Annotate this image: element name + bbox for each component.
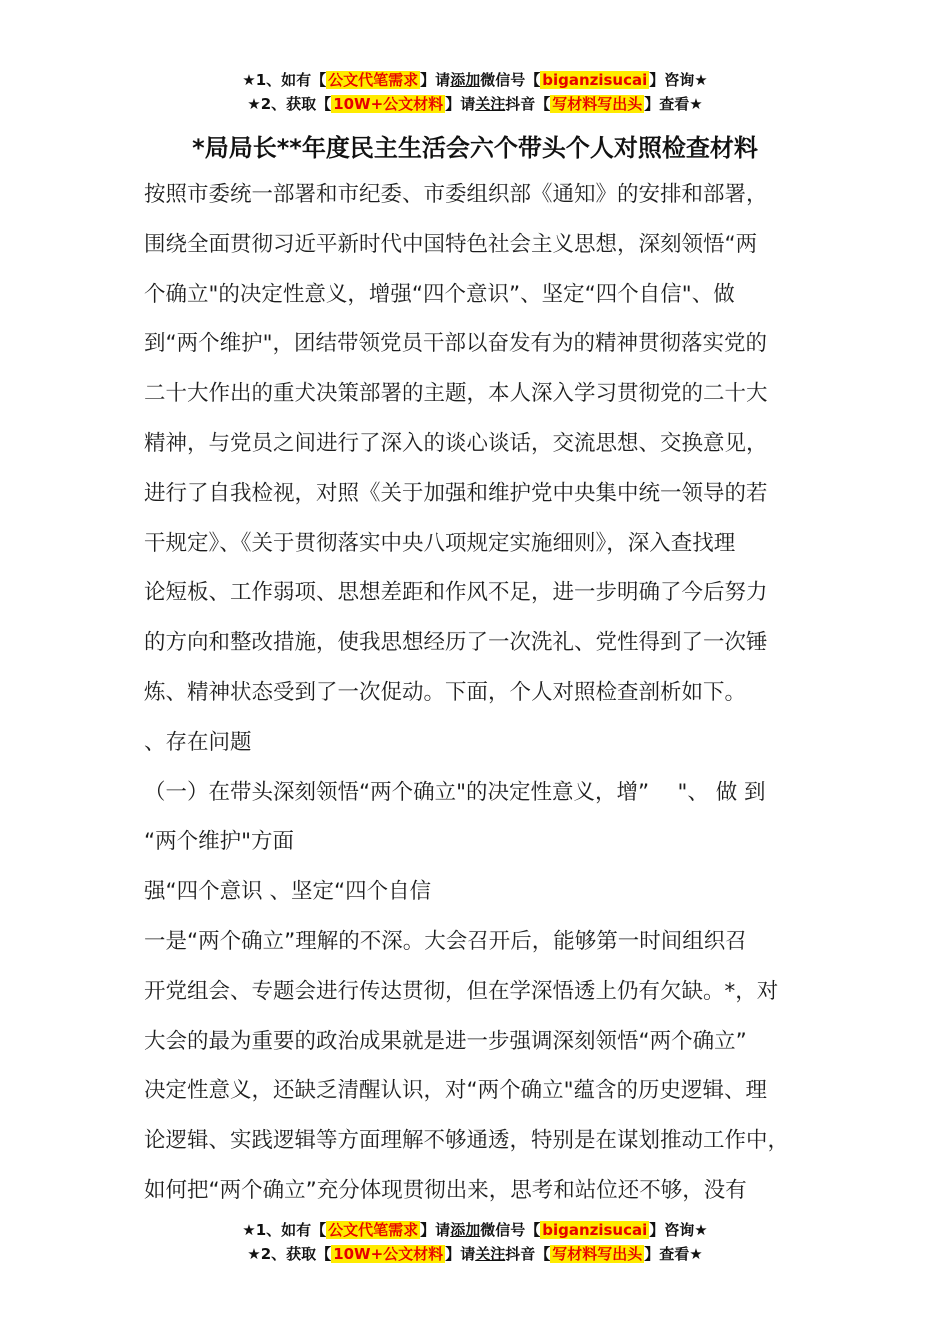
body-text-line: （一）在带头深刻领悟“两个确立"的决定性意义，增” "、 做 到 <box>144 779 766 805</box>
body-text-line: 到“两个维护"，团结带领党员干部以奋发有为的精神贯彻落实党的 <box>144 331 768 357</box>
banner-text: 】请 <box>445 95 476 113</box>
body-text-line: 个确立"的决定性意义，增强“四个意识”、坚定“四个自信"、做 <box>144 281 735 307</box>
banner-text: ★2、获取【 <box>247 1245 332 1263</box>
banner-highlight: 10W+公文材料 <box>333 95 444 113</box>
body-text-line: “两个维护"方面 <box>144 829 295 855</box>
banner-text: 】咨询★ <box>649 1221 708 1239</box>
body-text-line: 论短板、工作弱项、思想差距和作风不足，进一步明确了今后努力 <box>144 580 768 606</box>
banner-highlight: biganzisucai <box>542 71 648 89</box>
body-text-line: 进行了自我检视，对照《关于加强和维护党中央集中统一领导的若 <box>144 480 768 506</box>
banner-underlined: 关注 <box>475 95 506 113</box>
body-text-line: 强“四个意识 、坚定“四个自信 <box>144 879 432 905</box>
body-text-line: 二十大作出的重犬决策部署的主题，本人深入学习贯彻党的二十大 <box>144 381 768 407</box>
body-text-line: 按照市委统一部署和市纪委、市委组织部《通知》的安排和部署， <box>144 182 768 207</box>
banner-highlight: 公文代笔需求 <box>328 71 419 89</box>
document-title: *局局长**年度民主生活会六个带头个人对照检查材料 <box>192 134 758 162</box>
body-text-line: 干规定》、《关于贯彻落实中央八项规定实施细则》，深入查找理 <box>144 530 736 556</box>
bottom-banner-line-1 <box>0 1218 950 1242</box>
banner-highlight: 10W+公文材料 <box>333 1245 444 1263</box>
banner-text: 】请 <box>445 1245 476 1263</box>
banner-text: ★1、如有【 <box>242 71 327 89</box>
body-text-line: 炼、精神状态受到了一次促动。下面，个人对照检查剖析如下。 <box>144 680 747 705</box>
banner-highlight: 写材料写出头 <box>552 1245 643 1263</box>
body-text-line: 决定性意义，还缺乏清醒认识，对“两个确立"蕴含的历史逻辑、理 <box>144 1078 768 1104</box>
banner-text: 抖音【 <box>505 95 551 113</box>
banner-text: 】查看★ <box>644 1245 703 1263</box>
banner-text: 抖音【 <box>505 1245 551 1263</box>
body-text-line: 的方向和整改措施，使我思想经历了一次洗礼、党性得到了一次锤 <box>144 630 768 656</box>
bottom-banner-line-2 <box>0 1242 950 1266</box>
banner-text: ★1、如有【 <box>242 1221 327 1239</box>
banner-text: 微信号【 <box>480 71 541 89</box>
body-text-line: 如何把“两个确立”充分体现贯彻出来，思考和站位还不够，没有 <box>144 1178 747 1203</box>
banner-text: ★2、获取【 <box>247 95 332 113</box>
banner-text: 】请 <box>420 1221 451 1239</box>
banner-highlight: 写材料写出头 <box>552 95 643 113</box>
body-text-line: 围绕全面贯彻习近平新时代中国特色社会主义思想，深刻领悟“两 <box>144 231 758 257</box>
banner-underlined: 关注 <box>475 1245 506 1263</box>
body-text-line: 开党组会、专题会进行传达贯彻，但在学深悟透上仍有欠缺。*，对 <box>144 978 779 1004</box>
body-text-line: 论逻辑、实践逻辑等方面理解不够通透，特别是在谋划推动工作中， <box>144 1128 790 1154</box>
banner-text: 】查看★ <box>644 95 703 113</box>
banner-highlight: biganzisucai <box>542 1221 648 1239</box>
top-banner-line-2 <box>0 92 950 116</box>
top-banner-line-1 <box>0 68 950 92</box>
body-text-line: 大会的最为重要的政治成果就是进一步强调深刻领悟“两个确立” <box>144 1028 747 1054</box>
body-text-line: 精神，与党员之间进行了深入的谈心谈话，交流思想、交换意见， <box>144 431 768 456</box>
banner-underlined: 添加 <box>450 1221 481 1239</box>
banner-text: 】咨询★ <box>649 71 708 89</box>
banner-text: 】请 <box>420 71 451 89</box>
banner-highlight: 公文代笔需求 <box>328 1221 419 1239</box>
banner-text: 微信号【 <box>480 1221 541 1239</box>
body-text-line: 一是“两个确立”理解的不深。大会召开后，能够第一时间组织召 <box>144 929 747 954</box>
body-text-line: 、存在问题 <box>144 729 252 755</box>
banner-underlined: 添加 <box>450 71 481 89</box>
